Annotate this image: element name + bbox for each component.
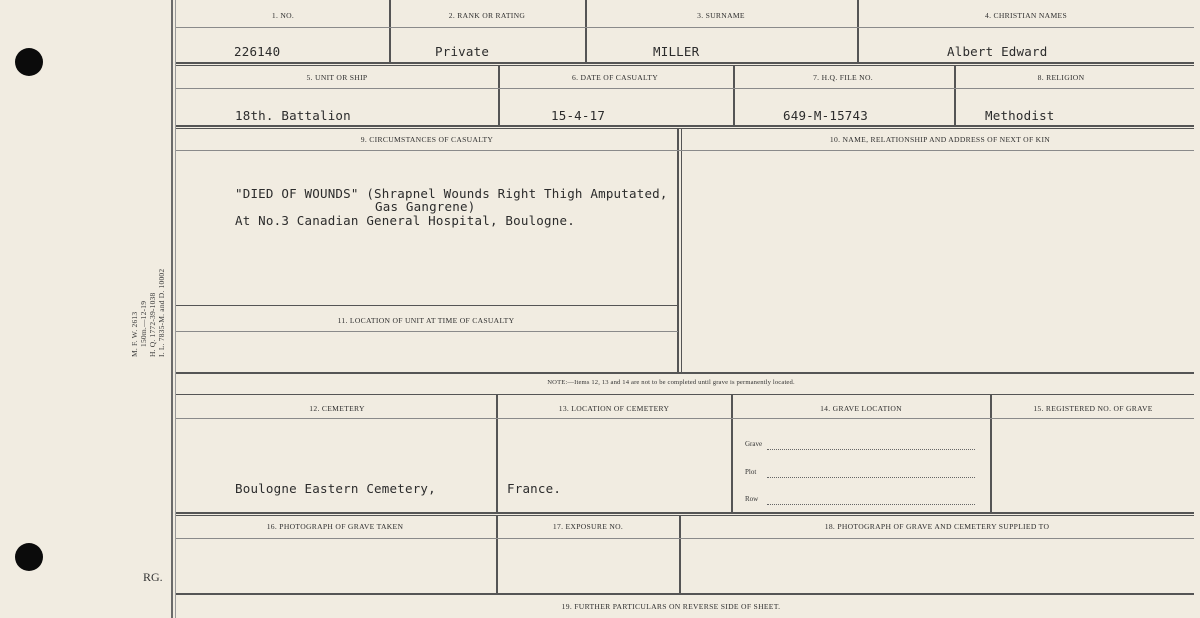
divider bbox=[681, 129, 682, 372]
circumstances-line-2: Gas Gangrene) bbox=[375, 199, 476, 214]
binder-hole-top bbox=[15, 48, 43, 76]
divider bbox=[176, 65, 1194, 66]
religion: Methodist bbox=[985, 108, 1055, 123]
divider bbox=[176, 512, 1194, 514]
divider bbox=[954, 66, 956, 126]
christian-names: Albert Edward bbox=[947, 44, 1048, 59]
unit: 18th. Battalion bbox=[235, 108, 351, 123]
form-code-line: M. F. W. 2613 bbox=[130, 311, 139, 357]
binder-hole-bottom bbox=[15, 543, 43, 571]
cemetery-location: France. bbox=[507, 481, 562, 496]
form-code-line: 150m.—12-19 bbox=[139, 300, 148, 347]
divider bbox=[496, 516, 498, 593]
label-date-of-casualty: 6. DATE OF CASUALTY bbox=[571, 73, 659, 82]
label-exposure-no: 17. EXPOSURE NO. bbox=[552, 522, 624, 531]
divider bbox=[176, 27, 1194, 28]
divider bbox=[176, 394, 1194, 395]
label-grave-location: 14. GRAVE LOCATION bbox=[820, 404, 902, 413]
divider bbox=[176, 125, 1194, 127]
service-number: 226140 bbox=[234, 44, 281, 59]
divider bbox=[677, 129, 679, 372]
divider bbox=[176, 593, 1194, 595]
grave-field bbox=[745, 440, 975, 452]
plot-field bbox=[745, 468, 975, 480]
divider bbox=[679, 516, 681, 593]
divider bbox=[496, 395, 498, 512]
label-christian-names: 4. CHRISTIAN NAMES bbox=[985, 11, 1067, 20]
plot-field-label: Plot bbox=[745, 468, 757, 476]
divider bbox=[176, 150, 1194, 151]
divider bbox=[731, 395, 733, 512]
divider bbox=[176, 515, 1194, 516]
label-hq-file-no: 7. H.Q. FILE NO. bbox=[813, 73, 873, 82]
form-code bbox=[118, 262, 178, 357]
label-location-of-cemetery: 13. LOCATION OF CEMETERY bbox=[558, 404, 670, 413]
divider bbox=[176, 62, 1194, 64]
surname: MILLER bbox=[653, 44, 700, 59]
label-religion: 8. RELIGION bbox=[1037, 73, 1085, 82]
label-surname: 3. SURNAME bbox=[697, 11, 745, 20]
rank: Private bbox=[435, 44, 490, 59]
label-next-of-kin: 10. NAME, RELATIONSHIP AND ADDRESS OF NEXT OF KIN bbox=[829, 135, 1051, 144]
form-code-line: H. Q. 1772-39-1038 bbox=[148, 292, 157, 357]
divider bbox=[585, 0, 587, 62]
divider bbox=[176, 538, 1194, 539]
divider bbox=[389, 0, 391, 62]
date-of-casualty: 15-4-17 bbox=[551, 108, 606, 123]
label-registered-no: 15. REGISTERED NO. OF GRAVE bbox=[1033, 404, 1153, 413]
side-mark: RG. bbox=[143, 570, 163, 584]
label-location-of-unit: 11. LOCATION OF UNIT AT TIME OF CASUALTY bbox=[337, 316, 515, 325]
divider bbox=[176, 305, 678, 306]
label-rank: 2. RANK OR RATING bbox=[448, 11, 526, 20]
grave-field-label: Grave bbox=[745, 440, 763, 448]
circumstances-line-1: "DIED OF WOUNDS" (Shrapnel Wounds Right Thigh Amputated, bbox=[235, 186, 668, 201]
label-unit: 5. UNIT OR SHIP bbox=[306, 73, 368, 82]
note-text: NOTE:—Items 12, 13 and 14 are not to be completed until grave is permanently located. bbox=[547, 379, 795, 386]
label-photograph-taken: 16. PHOTOGRAPH OF GRAVE TAKEN bbox=[266, 522, 404, 531]
divider bbox=[176, 88, 1194, 89]
divider bbox=[733, 66, 735, 126]
divider bbox=[857, 0, 859, 62]
label-photograph-supplied-to: 18. PHOTOGRAPH OF GRAVE AND CEMETERY SUPPLIED TO bbox=[824, 522, 1050, 531]
form-code-line: I. L. 7835-M. and D. 10002 bbox=[157, 268, 166, 357]
label-circumstances: 9. CIRCUMSTANCES OF CASUALTY bbox=[360, 135, 494, 144]
divider bbox=[176, 331, 678, 332]
divider bbox=[990, 395, 992, 512]
divider bbox=[176, 128, 1194, 129]
label-cemetery: 12. CEMETERY bbox=[309, 404, 365, 413]
label-no: 1. NO. bbox=[271, 11, 295, 20]
divider bbox=[176, 418, 1194, 419]
divider bbox=[176, 372, 1194, 374]
row-field-label: Row bbox=[745, 495, 759, 503]
footer-further-particulars: 19. FURTHER PARTICULARS ON REVERSE SIDE OF SHEET. bbox=[561, 602, 781, 611]
divider bbox=[498, 66, 500, 126]
row-field bbox=[745, 495, 975, 507]
circumstances-line-3: At No.3 Canadian General Hospital, Boulogne. bbox=[235, 213, 575, 228]
hq-file-number: 649-M-15743 bbox=[783, 108, 868, 123]
cemetery-name: Boulogne Eastern Cemetery, bbox=[235, 481, 436, 496]
